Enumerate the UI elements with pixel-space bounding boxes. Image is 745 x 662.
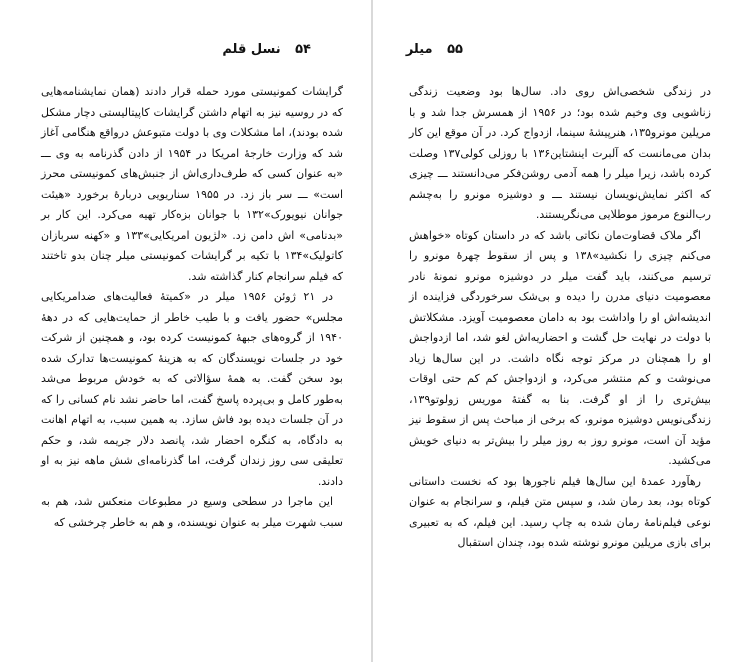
right-page-number: ۵۵ xyxy=(447,42,463,57)
right-running-head: میلر xyxy=(405,42,433,57)
left-paragraph: در ۲۱ ژوئن ۱۹۵۶ میلر در «کمیتهٔ فعالیت‌های ضدامریکایی مجلس» حضور یافت و با طیب خاطر از حمایت‌هایی که در دههٔ ۱۹۴۰ از گروه‌های جبههٔ کمونیست کرده بود، و همچنین از شرکت خود در جلسات نویسندگان که به هزینهٔ کمونیست‌ها تدارک شده بود سخن گفت. به همهٔ سؤالاتی که به خودش مربوط می‌شد به‌طور کامل و بی‌پرده پاسخ گفت، اما حاضر نشد نام کسانی را که در آن جلسات دیده بود فاش سازد. به همین سبب، به اتهام اهانت به دادگاه، به کنگره احضار شد، پانصد دلار جریمه شد، و حکم تعلیقی سی روز زندان گرفت، اما گذرنامه‌ای شش ماهه نیز به او دادند. xyxy=(41,290,343,488)
right-page xyxy=(373,0,745,662)
right-page-header xyxy=(406,42,463,57)
left-page-body xyxy=(41,82,343,533)
right-paragraph: در زندگی شخصی‌اش روی داد. سال‌ها بود وضعیت زندگی زناشویی وی وخیم شده بود؛ در ۱۹۵۶ از همسرش جدا شد و با مریلین مونرو۱۳۵، هنرپیشهٔ سینما، ازدواج کرد. در آن موقع این کار بدان می‌مانست که آلبرت اینشتاین۱۳۶ با روزلی کولی۱۳۷ وصلت کرده باشد، زیرا میلر را همه آدمی روشن‌فکر می‌دانستند ـــ چیزی که اکثر نمایش‌نویسان نیستند ـــ و دوشیزه مونرو را به‌چشم رب‌النوع مرموز موطلایی می‌نگریستند. xyxy=(409,85,712,221)
right-page-body xyxy=(409,82,711,554)
right-paragraph: رهآورد عمدهٔ این سال‌ها فیلم ناجورها بود که نخست داستانی کوتاه بود، بعد رمان شد، و سپس متن فیلم، و سرانجام به عنوان نوعی فیلم‌نامهٔ رمان شده به چاپ رسید. این فیلم، که به تعبیری برای بازی مریلین مونرو نوشته شده بود، چندان استقبال xyxy=(409,474,711,549)
left-running-head: نسل قلم xyxy=(222,42,281,57)
left-page xyxy=(0,0,371,662)
left-page-header xyxy=(222,42,311,57)
left-paragraph: گرایشات کمونیستی مورد حمله قرار دادند (همان نمایشنامه‌هایی که در روسیه نیز به اتهام داشتن گرایشات کاپیتالیستی دچار مشکل شده بودند)، اما مشکلات وی با دولت متبوعش درواقع هنگامی آغاز شد که وزارت خارجهٔ امریکا در ۱۹۵۴ از دادن گذرنامه به وی ـــ «به عنوان کسی که طرف‌داری‌اش از جنبش‌های کمونیستی محرز است» ـــ سر باز زد. در ۱۹۵۵ سناریویی دربارهٔ برخورد «هیئت جوانان نیویورک»۱۳۲ با جوانان بزه‌کار تهیه می‌کرد. این کار بر «بدنامی» اش دامن زد. «لژیون امریکایی»۱۳۳ و «کهنه سربازان کاتولیک»۱۳۴ با تکیه بر گرایشات کمونیستی میلر چنان بدو تاختند که فیلم سرانجام کنار گذاشته شد. xyxy=(41,85,343,283)
left-page-number: ۵۴ xyxy=(295,42,311,57)
left-paragraph: این ماجرا در سطحی وسیع در مطبوعات منعکس شد، هم به سبب شهرت میلر به عنوان نویسنده، و هم به خاطر چرخشی که xyxy=(41,495,343,529)
right-paragraph: اگر ملاک قضاوت‌مان نکاتی باشد که در داستان کوتاه «خواهش می‌کنم چیزی را نکشید»۱۳۸ و پس از سقوط چهرهٔ مونرو را ترسیم می‌کنند، باید گفت میلر در دوشیزه مونرو نمونهٔ نادر معصومیت دنیای مدرن را دیده و بی‌شک سرخوردگی فزاینده از اندیشه‌اش او را واداشت بود به دامان معصومیت آویزد. مشکلاتش با دولت در نهایت حل گشت و احضاریه‌اش لغو شد، اما ازدواجش او را همچنان در مرکز توجه نگاه داشت. در این سال‌ها زیاد می‌نوشت و کم منتشر می‌کرد، و ازدواجش کم کم حتی اوقات بیش‌تری را از او گرفت. بنا به گفتهٔ موریس زولوتو۱۳۹، زندگی‌نویس دوشیزه مونرو، که برخی از مباحث پس از سقوط نیز مؤید آن است، مونرو روز به روز میلر را بیش‌تر به دنیای خویش می‌کشید. xyxy=(409,228,712,467)
